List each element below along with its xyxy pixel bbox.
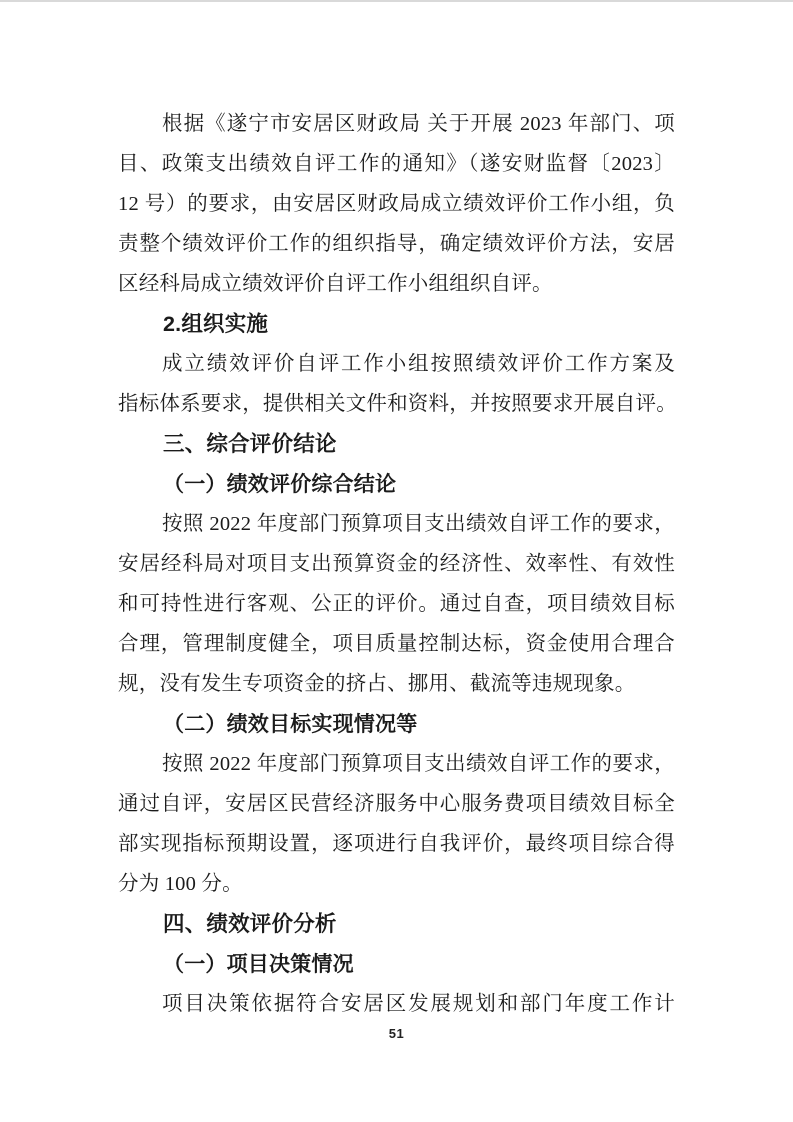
body-text-line: 12 号）的要求，由安居区财政局成立绩效评价工作小组，负 xyxy=(118,193,675,215)
body-text-line: 成立绩效评价自评工作小组按照绩效评价工作方案及 xyxy=(162,353,675,375)
heading-line: 四、绩效评价分析 xyxy=(163,912,337,936)
heading-line: （一）项目决策情况 xyxy=(163,952,354,976)
page-top-edge xyxy=(0,0,793,2)
body-text-line: 合理，管理制度健全，项目质量控制达标，资金使用合理合 xyxy=(118,633,675,655)
heading-line: （一）绩效评价综合结论 xyxy=(163,472,397,496)
body-text-line: 分为 100 分。 xyxy=(118,873,243,895)
body-text-line: 按照 2022 年度部门预算项目支出绩效自评工作的要求， xyxy=(162,753,675,775)
body-text-line: 项目决策依据符合安居区发展规划和部门年度工作计 xyxy=(162,993,675,1015)
body-text-line: 部实现指标预期设置，逐项进行自我评价，最终项目综合得 xyxy=(118,833,675,855)
body-text-line: 按照 2022 年度部门预算项目支出绩效自评工作的要求， xyxy=(162,513,675,535)
body-text-line: 指标体系要求，提供相关文件和资料，并按照要求开展自评。 xyxy=(118,393,677,415)
heading-line: （二）绩效目标实现情况等 xyxy=(163,712,418,736)
body-text-line: 目、政策支出绩效自评工作的通知》（遂安财监督〔2023〕 xyxy=(118,153,675,175)
body-text-line: 和可持性进行客观、公正的评价。通过自查，项目绩效目标 xyxy=(118,593,675,615)
heading-line: 2.组织实施 xyxy=(163,312,269,336)
body-text-line: 安居经科局对项目支出预算资金的经济性、效率性、有效性 xyxy=(118,553,675,575)
document-body xyxy=(118,104,675,1024)
body-text-line: 区经科局成立绩效评价自评工作小组组织自评。 xyxy=(118,273,553,295)
body-text-line: 通过自评，安居区民营经济服务中心服务费项目绩效目标全 xyxy=(118,793,675,815)
heading-line: 三、综合评价结论 xyxy=(163,432,337,456)
body-text-line: 根据《遂宁市安居区财政局 关于开展 2023 年部门、项 xyxy=(162,113,675,135)
page-number: 51 xyxy=(388,1026,405,1041)
body-text-line: 责整个绩效评价工作的组织指导，确定绩效评价方法，安居 xyxy=(118,233,675,255)
body-text-line: 规，没有发生专项资金的挤占、挪用、截流等违规现象。 xyxy=(118,673,636,695)
